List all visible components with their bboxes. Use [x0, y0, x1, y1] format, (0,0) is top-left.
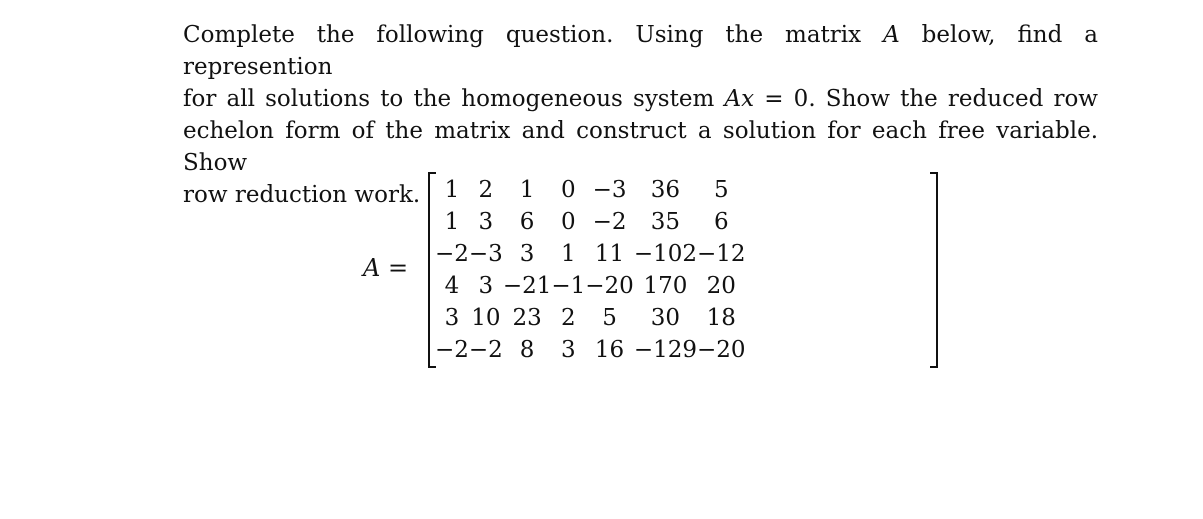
matrix-cell: 10 — [471, 305, 501, 331]
matrix-cell: −1 — [551, 273, 586, 299]
matrix-cell: 18 — [706, 305, 736, 331]
matrix-cell: 1 — [444, 177, 460, 203]
matrix-cell: −2 — [435, 241, 469, 267]
matrix-cell: 6 — [519, 209, 535, 235]
matrix-cell: 3 — [560, 337, 576, 363]
matrix-cell: 3 — [444, 305, 460, 331]
matrix-row — [435, 334, 746, 366]
matrix-row — [435, 302, 746, 334]
matrix-cell: 8 — [519, 337, 535, 363]
matrix-cell: 4 — [444, 273, 460, 299]
matrix-cell: −3 — [592, 177, 627, 203]
matrix-cell: 20 — [706, 273, 736, 299]
matrix-cell: 5 — [713, 177, 729, 203]
matrix-cell: 6 — [713, 209, 729, 235]
matrix-cell: 35 — [650, 209, 681, 235]
matrix-cell: −3 — [468, 241, 503, 267]
matrix-cell: −21 — [502, 273, 552, 299]
question-line-1-part-b: below, find a represention — [183, 22, 1098, 80]
question-line-2-part-b: = 0. Show the reduced row — [754, 86, 1098, 112]
matrix-cell: −129 — [633, 337, 697, 363]
matrix-cell: 3 — [478, 273, 494, 299]
matrix-cell: −2 — [435, 337, 469, 363]
question-line-1 — [183, 19, 1098, 83]
matrix-cell: 16 — [594, 337, 625, 363]
matrix-cell: 1 — [560, 241, 576, 267]
question-line-2-part-a: for all solutions to the homogeneous system — [183, 86, 725, 112]
matrix-cell: 11 — [594, 241, 625, 267]
matrix-cell: 2 — [478, 177, 494, 203]
matrix-cell: 36 — [650, 177, 681, 203]
matrix-cell: −2 — [468, 337, 503, 363]
matrix-cell: 23 — [512, 305, 542, 331]
matrix-variable-a: A — [883, 22, 900, 48]
matrix-cell: −20 — [696, 337, 746, 363]
matrix-row — [435, 238, 746, 270]
matrix-cell: −20 — [585, 273, 634, 299]
matrix-grid — [435, 174, 746, 366]
matrix-cell: 0 — [560, 209, 576, 235]
equation-ax: Ax — [724, 86, 755, 112]
matrix-name: A — [363, 254, 381, 282]
matrix-cell: 0 — [560, 177, 576, 203]
matrix-cell: 3 — [519, 241, 535, 267]
matrix-cell: 1 — [519, 177, 535, 203]
matrix-cell: 5 — [602, 305, 617, 331]
matrix-row — [435, 174, 746, 206]
matrix-cell: 170 — [643, 273, 688, 299]
question-line-2 — [183, 83, 1098, 115]
matrix-equals-sign: = — [387, 254, 409, 282]
matrix-row — [435, 270, 746, 302]
matrix-row — [435, 206, 746, 238]
matrix-cell: −12 — [696, 241, 746, 267]
question-line-3: echelon form of the matrix and construct a solution for each free variable. Show — [183, 118, 1098, 176]
question-line-1-part-a: Complete the following question. Using the matrix — [183, 22, 884, 48]
matrix-cell: 2 — [560, 305, 576, 331]
matrix-label — [363, 252, 408, 284]
matrix-right-bracket — [930, 172, 938, 368]
matrix-cell: 1 — [444, 209, 460, 235]
question-line-4: row reduction work. — [183, 182, 421, 208]
matrix-cell: 3 — [478, 209, 494, 235]
matrix-cell: 30 — [650, 305, 681, 331]
matrix-cell: −102 — [633, 241, 697, 267]
matrix-cell: −2 — [592, 209, 627, 235]
